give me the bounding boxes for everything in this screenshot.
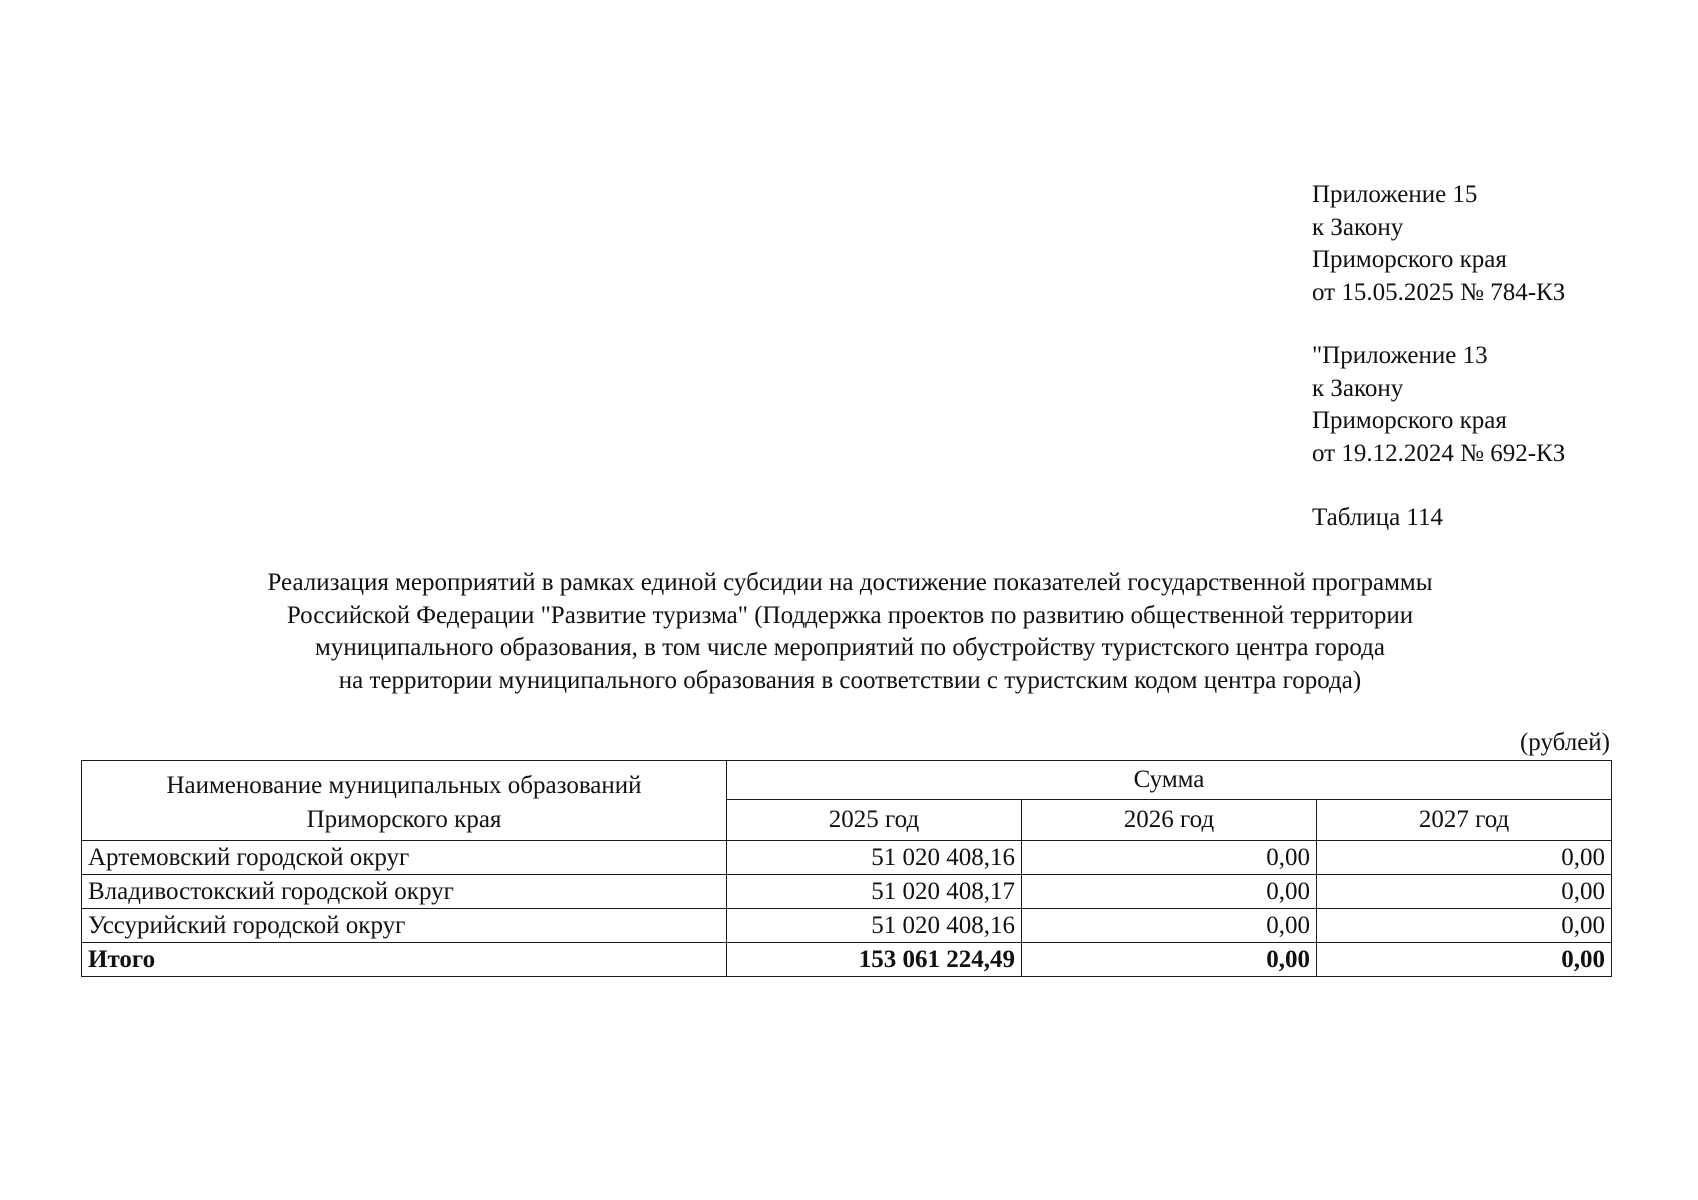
document-title-line: муниципального образования, в том числе мероприятий по обустройству туристского центра города <box>315 634 1385 661</box>
table-header-row <box>82 761 1612 800</box>
municipality-name: Уссурийский городской округ <box>82 909 727 943</box>
total-2026: 0,00 <box>1022 943 1317 977</box>
appendix-original-line: от 19.12.2024 № 692-КЗ <box>1312 439 1566 467</box>
amount-2027: 0,00 <box>1317 875 1612 909</box>
amount-2026: 0,00 <box>1022 875 1317 909</box>
amount-2026: 0,00 <box>1022 841 1317 875</box>
appendix-current-line: от 15.05.2025 № 784-КЗ <box>1312 278 1566 306</box>
appendix-original-block <box>1312 340 1565 470</box>
appendix-current-line: Приморского края <box>1312 246 1507 273</box>
municipality-name: Владивостокский городской округ <box>82 875 727 909</box>
document-title-line: Российской Федерации "Развитие туризма" (Поддержка проектов по развитию общественной территории <box>286 601 1414 629</box>
appendix-current-line: к Закону <box>1312 213 1404 241</box>
header-year-2025: 2025 год <box>727 800 1022 841</box>
table-row <box>82 909 1612 943</box>
budget-table <box>81 760 1612 977</box>
amount-2025: 51 020 408,17 <box>727 875 1022 909</box>
amount-2025: 51 020 408,16 <box>727 841 1022 875</box>
table-row <box>82 841 1612 875</box>
header-sum: Сумма <box>727 761 1612 800</box>
header-municipality-text: Наименование муниципальных образований Приморского края <box>166 772 642 833</box>
amount-2025: 51 020 408,16 <box>727 909 1022 943</box>
table-number: Таблица 114 <box>1312 504 1443 531</box>
table-row <box>82 875 1612 909</box>
appendix-current-block <box>1312 179 1565 309</box>
total-2027: 0,00 <box>1317 943 1612 977</box>
total-2025: 153 061 224,49 <box>727 943 1022 977</box>
appendix-original-line: к Закону <box>1312 374 1404 402</box>
amount-2027: 0,00 <box>1317 909 1612 943</box>
document-title <box>140 567 1560 697</box>
amount-2026: 0,00 <box>1022 909 1317 943</box>
appendix-original-line: Приморского края <box>1312 407 1507 434</box>
header-year-2027: 2027 год <box>1317 800 1612 841</box>
municipality-name: Артемовский городской округ <box>82 841 727 875</box>
header-year-2026: 2026 год <box>1022 800 1317 841</box>
total-label: Итого <box>82 943 727 977</box>
table-total-row <box>82 943 1612 977</box>
header-municipality-name <box>82 761 727 841</box>
document-title-line: Реализация мероприятий в рамках единой субсидии на достижение показателей государственной программы <box>267 569 1433 596</box>
appendix-current-line: Приложение 15 <box>1312 181 1478 208</box>
appendix-original-line: "Приложение 13 <box>1312 342 1488 369</box>
units-label: (рублей) <box>1519 729 1610 756</box>
amount-2027: 0,00 <box>1317 841 1612 875</box>
document-title-line: на территории муниципального образования в соответствии с туристским кодом центра города) <box>338 666 1362 694</box>
